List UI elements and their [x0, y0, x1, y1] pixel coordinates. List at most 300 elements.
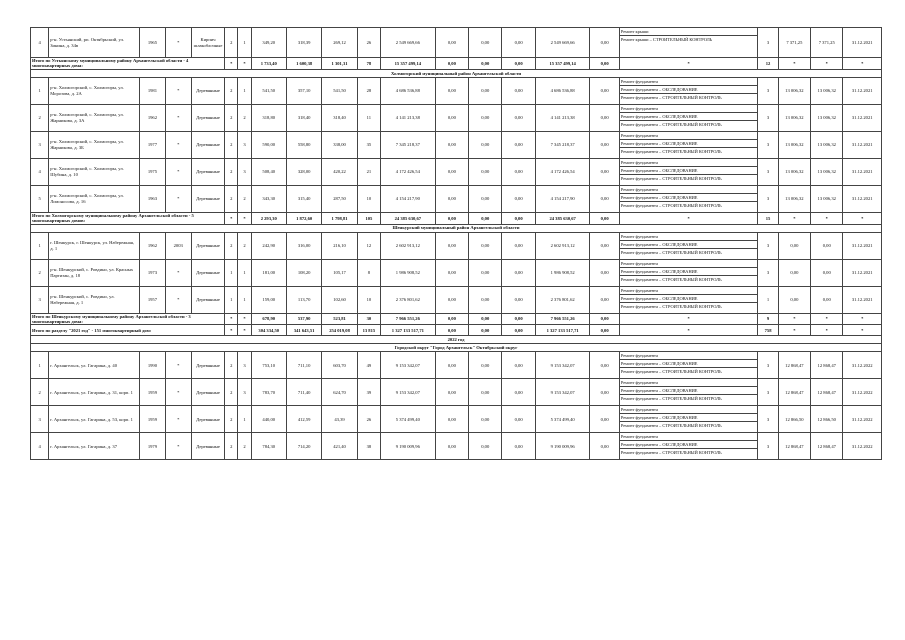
table-cell: 3 — [31, 131, 49, 158]
table-cell: 0,00 — [590, 352, 619, 379]
building-row — [31, 259, 882, 286]
total-cell: * — [811, 313, 843, 325]
table-cell: 3 — [758, 131, 778, 158]
total-cell: 105 — [357, 212, 380, 224]
table-cell: 1 — [238, 286, 251, 313]
works-cell — [619, 77, 758, 104]
table-cell: 0,00 — [811, 286, 843, 313]
work-item: Ремонт фундамента – ОБСЛЕДОВАНИЕ — [620, 140, 758, 148]
table-cell: 7 371,25 — [778, 28, 810, 58]
total-cell: * — [778, 212, 810, 224]
table-cell: 2 376 801,62 — [535, 286, 590, 313]
total-cell: 0,00 — [469, 313, 502, 325]
work-item: Ремонт фундамента — [620, 406, 758, 414]
table-cell: 9 153 342,07 — [535, 379, 590, 406]
building-row — [31, 406, 882, 433]
work-item: Ремонт фундамента — [620, 233, 758, 241]
work-item: Ремонт фундамента – СТРОИТЕЛЬНЫЙ КОНТРОЛЬ — [620, 276, 722, 282]
total-cell: 537,90 — [286, 313, 321, 325]
total-cell: 0,00 — [469, 58, 502, 70]
table-cell: 1959 — [140, 406, 165, 433]
total-cell: * — [619, 325, 758, 336]
table-cell: 1975 — [140, 158, 165, 185]
table-cell: 12 — [357, 232, 380, 259]
table-cell: 624,70 — [322, 379, 357, 406]
table-cell: 287,50 — [322, 185, 357, 212]
table-cell: 31.12.2021 — [843, 286, 882, 313]
table-cell: 1 986 908,52 — [535, 259, 590, 286]
table-cell: Деревянные — [191, 158, 224, 185]
works-cell — [619, 352, 758, 379]
table-cell: 5 374 499,40 — [381, 406, 436, 433]
table-cell: 2 — [31, 104, 49, 131]
total-cell: * — [778, 325, 810, 336]
total-cell: 15 357 499,14 — [381, 58, 436, 70]
table-cell: 0,00 — [469, 104, 502, 131]
total-cell: * — [225, 325, 238, 336]
total-cell: 254 019,08 — [322, 325, 357, 336]
table-cell: 2 602 913,12 — [381, 232, 436, 259]
total-cell: * — [843, 212, 882, 224]
total-cell: 0,00 — [502, 58, 535, 70]
table-cell: Деревянные — [191, 131, 224, 158]
total-cell: * — [778, 313, 810, 325]
work-item: Ремонт фундамента – СТРОИТЕЛЬНЫЙ КОНТРОЛЬ — [620, 94, 722, 100]
table-cell: 711,10 — [286, 352, 321, 379]
table-cell: 318,80 — [251, 104, 286, 131]
table-cell: 2 — [225, 158, 238, 185]
work-item: Ремонт фундамента – СТРОИТЕЛЬНЫЙ КОНТРОЛЬ — [620, 450, 722, 456]
table-cell: 0,00 — [590, 433, 619, 460]
address-cell: р-н. Шенкурский, с. Ровдино, ул. Красных Партизан, д. 18 — [49, 259, 140, 286]
address-cell: р-н. Холмогорский, с. Холмогоры, ул. Шубина, д. 10 — [49, 158, 140, 185]
total-cell: 24 385 630,67 — [381, 212, 436, 224]
table-cell: 753,10 — [251, 352, 286, 379]
table-cell: 0,00 — [502, 232, 535, 259]
table-cell: 2 602 913,12 — [535, 232, 590, 259]
total-cell: 0,00 — [590, 313, 619, 325]
table-cell: 12 868,47 — [778, 352, 810, 379]
table-cell: 2 — [238, 104, 251, 131]
total-cell: 1 733,40 — [251, 58, 286, 70]
total-cell: * — [238, 325, 251, 336]
work-item: Ремонт фундамента — [620, 433, 758, 441]
works-cell — [619, 379, 758, 406]
total-cell: * — [811, 58, 843, 70]
table-cell: 421,40 — [322, 433, 357, 460]
table-cell: 1981 — [140, 77, 165, 104]
work-item: Ремонт фундамента – ОБСЛЕДОВАНИЕ — [620, 414, 758, 422]
table-cell: 784,30 — [251, 433, 286, 460]
table-cell: 0,00 — [590, 259, 619, 286]
table-cell: 4 — [31, 28, 49, 58]
table-cell: 12 868,47 — [778, 379, 810, 406]
table-cell: 1973 — [140, 259, 165, 286]
table-cell: 9 190 009,96 — [535, 433, 590, 460]
table-cell: 0,00 — [502, 185, 535, 212]
table-cell: * — [165, 185, 191, 212]
table-cell: 0,00 — [590, 131, 619, 158]
building-row — [31, 158, 882, 185]
work-item: Ремонт фундамента – СТРОИТЕЛЬНЫЙ КОНТРОЛЬ — [620, 121, 722, 127]
table-cell: 0,00 — [502, 352, 535, 379]
table-cell: 269,12 — [322, 28, 357, 58]
work-item: Ремонт фундамента – СТРОИТЕЛЬНЫЙ КОНТРОЛЬ — [620, 175, 722, 181]
table-cell: 31.12.2021 — [843, 131, 882, 158]
building-row — [31, 433, 882, 460]
total-cell: 0,00 — [590, 58, 619, 70]
table-cell: 1965 — [140, 28, 165, 58]
total-row — [31, 313, 882, 325]
table-cell: 3 — [238, 131, 251, 158]
table-cell: 49 — [357, 352, 380, 379]
table-cell: 3 — [758, 232, 778, 259]
table-cell: 0,00 — [502, 379, 535, 406]
table-cell: 8 — [357, 259, 380, 286]
work-item: Ремонт фундамента – СТРОИТЕЛЬНЫЙ КОНТРОЛЬ — [620, 148, 722, 154]
table-cell: 2 549 669,66 — [381, 28, 436, 58]
table-cell: 1 — [31, 232, 49, 259]
table-cell: 12 868,47 — [811, 379, 843, 406]
table-cell: 4 172 426,54 — [381, 158, 436, 185]
table-cell: 1962 — [140, 232, 165, 259]
address-cell: р-н. Холмогорский, с. Холмогоры, ул. Морозова, д. 2А — [49, 77, 140, 104]
table-cell: 9 153 342,07 — [381, 352, 436, 379]
total-cell: 523,81 — [322, 313, 357, 325]
table-cell: 2 — [225, 406, 238, 433]
table-cell: 9 153 342,07 — [381, 379, 436, 406]
work-item: Ремонт фундамента – СТРОИТЕЛЬНЫЙ КОНТРОЛЬ — [620, 396, 722, 402]
total-cell: * — [225, 212, 238, 224]
table-cell: 0,00 — [469, 259, 502, 286]
table-cell: 0,00 — [502, 77, 535, 104]
table-cell: 0,00 — [435, 286, 468, 313]
table-cell: 13 006,32 — [778, 158, 810, 185]
table-cell: * — [165, 131, 191, 158]
work-item: Ремонт фундамента – СТРОИТЕЛЬНЫЙ КОНТРОЛЬ — [620, 423, 722, 429]
table-cell: 0,00 — [435, 406, 468, 433]
table-cell: 0,00 — [435, 185, 468, 212]
total-row — [31, 58, 882, 70]
address-cell: р-н. Шенкурский, с. Ровдино, ул. Набережная, д. 1 — [49, 286, 140, 313]
total-label: Итого по Холмогорскому муниципальному району Архангельской области - 5 многоквартирных домов: — [31, 212, 225, 224]
table-cell: 3 — [758, 28, 778, 58]
table-cell: 0,00 — [469, 158, 502, 185]
table-cell: 31.12.2021 — [843, 232, 882, 259]
table-cell: 0,00 — [590, 77, 619, 104]
work-item: Ремонт фундамента – ОБСЛЕДОВАНИЕ — [620, 167, 758, 175]
register-table — [30, 27, 882, 460]
table-cell: 558,80 — [286, 131, 321, 158]
work-item: Ремонт фундамента – СТРОИТЕЛЬНЫЙ КОНТРОЛЬ — [620, 202, 722, 208]
table-cell: Деревянные — [191, 77, 224, 104]
table-cell: 181,00 — [251, 259, 286, 286]
table-cell: 412,59 — [286, 406, 321, 433]
table-cell: 0,00 — [590, 28, 619, 58]
table-cell: 0,00 — [590, 158, 619, 185]
table-cell: 31.12.2021 — [843, 104, 882, 131]
total-cell: 1 600,38 — [286, 58, 321, 70]
total-cell: 7 966 551,26 — [381, 313, 436, 325]
section-header-row — [31, 344, 882, 352]
works-cell — [619, 232, 758, 259]
table-cell: 4 172 426,54 — [535, 158, 590, 185]
table-cell: * — [165, 158, 191, 185]
total-cell: 758 — [758, 325, 778, 336]
building-row — [31, 77, 882, 104]
address-cell: г. Архангельск, ул. Гагарина, д. 31, корп. 1 — [49, 379, 140, 406]
table-cell: 0,00 — [502, 158, 535, 185]
table-cell: 13 006,32 — [811, 158, 843, 185]
table-cell: 0,00 — [502, 406, 535, 433]
table-cell: 0,00 — [778, 286, 810, 313]
table-cell: 1 — [238, 406, 251, 433]
table-cell: 2 — [225, 104, 238, 131]
table-cell: 13 006,32 — [778, 131, 810, 158]
table-cell: 31.12.2021 — [843, 185, 882, 212]
total-cell: * — [843, 325, 882, 336]
section-title: Шенкурский муниципальный район Архангельской области — [31, 224, 882, 232]
table-cell: 7 345 218,37 — [381, 131, 436, 158]
total-cell: 0,00 — [469, 325, 502, 336]
table-cell: 35 — [357, 131, 380, 158]
table-cell: 12 866,50 — [778, 406, 810, 433]
total-cell: 9 — [758, 313, 778, 325]
table-cell: 590,00 — [251, 131, 286, 158]
table-cell: 316,00 — [286, 232, 321, 259]
total-cell: * — [225, 313, 238, 325]
table-cell: 12 868,47 — [811, 433, 843, 460]
table-cell: 31.12.2021 — [843, 28, 882, 58]
table-cell: 3 — [758, 433, 778, 460]
table-cell: 9 153 342,07 — [535, 352, 590, 379]
table-cell: 603,70 — [322, 352, 357, 379]
table-cell: 4 141 213,38 — [535, 104, 590, 131]
building-row — [31, 232, 882, 259]
table-cell: 7 371,25 — [811, 28, 843, 58]
section-header-row — [31, 336, 882, 344]
address-cell: г. Архангельск, ул. Гагарина, д. 37 — [49, 433, 140, 460]
table-cell: 13 006,32 — [778, 104, 810, 131]
table-cell: Деревянные — [191, 232, 224, 259]
table-cell: 0,00 — [502, 28, 535, 58]
table-cell: 0,00 — [435, 77, 468, 104]
table-cell: 13 006,32 — [811, 104, 843, 131]
total-cell: 1 798,81 — [322, 212, 357, 224]
table-cell: 0,00 — [435, 158, 468, 185]
table-cell: 3 — [31, 286, 49, 313]
work-item: Ремонт фундамента — [620, 105, 758, 113]
table-cell: 11 — [357, 104, 380, 131]
work-item: Ремонт фундамента – ОБСЛЕДОВАНИЕ — [620, 268, 758, 276]
table-cell: 1977 — [140, 131, 165, 158]
table-cell: 113,70 — [286, 286, 321, 313]
table-cell: 0,00 — [502, 259, 535, 286]
table-cell: 318,40 — [286, 104, 321, 131]
table-cell: 1 — [238, 77, 251, 104]
work-item: Ремонт фундамента – ОБСЛЕДОВАНИЕ — [620, 441, 758, 449]
total-cell: 2 293,30 — [251, 212, 286, 224]
table-cell: 1959 — [140, 379, 165, 406]
work-item: Ремонт фундамента — [620, 186, 758, 194]
table-cell: 1962 — [140, 104, 165, 131]
table-cell: 10 — [357, 185, 380, 212]
table-cell: 12 868,47 — [778, 433, 810, 460]
table-cell: 10 — [357, 286, 380, 313]
table-cell: 3 — [758, 185, 778, 212]
table-cell: 0,00 — [469, 352, 502, 379]
table-cell: 2 — [225, 77, 238, 104]
table-cell: 13 006,32 — [811, 131, 843, 158]
table-cell: 26 — [357, 28, 380, 58]
table-cell: 0,00 — [778, 259, 810, 286]
total-cell: 12 — [758, 58, 778, 70]
table-cell: 1 — [238, 259, 251, 286]
table-cell: 5 374 499,40 — [535, 406, 590, 433]
address-cell: г. Архангельск, ул. Гагарина, д. 53, корп. 1 — [49, 406, 140, 433]
total-cell: * — [238, 313, 251, 325]
works-cell — [619, 28, 758, 58]
table-cell: 9 190 009,96 — [381, 433, 436, 460]
total-cell: * — [811, 325, 843, 336]
table-cell: 0,00 — [469, 232, 502, 259]
works-cell — [619, 158, 758, 185]
table-cell: 2 — [225, 379, 238, 406]
table-cell: 0,00 — [469, 286, 502, 313]
total-cell: 15 — [758, 212, 778, 224]
table-cell: 783,70 — [251, 379, 286, 406]
table-cell: 4 686 536,88 — [381, 77, 436, 104]
total-cell: 78 — [357, 58, 380, 70]
table-cell: 2 — [31, 379, 49, 406]
table-cell: 0,00 — [502, 433, 535, 460]
address-cell: р-н. Холмогорский, с. Холмогоры, ул. Ломоносова, д. 16 — [49, 185, 140, 212]
table-cell: 12 866,50 — [811, 406, 843, 433]
work-item: Ремонт фундамента — [620, 352, 758, 360]
section-title: 2022 год — [31, 336, 882, 344]
building-row — [31, 131, 882, 158]
total-cell: 0,00 — [435, 212, 468, 224]
table-cell: 4 154 217,90 — [381, 185, 436, 212]
total-label: Итого по Устьянскому муниципальному району Архангельской области - 4 многоквартирных дома: — [31, 58, 225, 70]
total-cell: 24 385 630,67 — [535, 212, 590, 224]
total-cell: * — [619, 313, 758, 325]
address-cell: р-н. Холмогорский, с. Холмогоры, ул. Жарникова, д. 3А — [49, 104, 140, 131]
total-row — [31, 212, 882, 224]
work-item: Ремонт фундамента – ОБСЛЕДОВАНИЕ — [620, 241, 758, 249]
table-cell: 0,00 — [435, 104, 468, 131]
table-cell: 3 — [758, 379, 778, 406]
table-cell: 1990 — [140, 352, 165, 379]
table-cell: 1 986 908,52 — [381, 259, 436, 286]
table-cell: 31.12.2021 — [843, 77, 882, 104]
table-cell: 1979 — [140, 433, 165, 460]
table-cell: 3 — [758, 158, 778, 185]
table-cell: 13 006,32 — [811, 185, 843, 212]
table-cell: 714,20 — [286, 433, 321, 460]
work-item: Ремонт крыши — [620, 28, 758, 36]
table-cell: 4 — [31, 433, 49, 460]
table-cell: 541,50 — [251, 77, 286, 104]
table-cell: 3 — [31, 406, 49, 433]
table-cell: 0,00 — [435, 352, 468, 379]
table-cell: Деревянные — [191, 104, 224, 131]
table-cell: 5 — [31, 185, 49, 212]
work-item: Ремонт фундамента – ОБСЛЕДОВАНИЕ — [620, 113, 758, 121]
building-row — [31, 28, 882, 58]
total-cell: 0,00 — [502, 325, 535, 336]
total-cell: 678,90 — [251, 313, 286, 325]
table-cell: 541,50 — [322, 77, 357, 104]
table-cell: 2 — [225, 28, 238, 58]
table-cell: 2 — [225, 433, 238, 460]
table-cell: Деревянные — [191, 433, 224, 460]
total-cell: 304 334,50 — [251, 325, 286, 336]
total-cell: 0,00 — [435, 325, 468, 336]
table-cell: 0,00 — [435, 232, 468, 259]
table-cell: Деревянные — [191, 185, 224, 212]
table-cell: 108,20 — [286, 259, 321, 286]
table-cell: 43,39 — [322, 406, 357, 433]
table-cell: 0,00 — [502, 104, 535, 131]
total-cell: 15 357 499,14 — [535, 58, 590, 70]
table-cell: 3 — [238, 379, 251, 406]
table-cell: 242,90 — [251, 232, 286, 259]
work-item: Ремонт фундамента — [620, 159, 758, 167]
table-cell: 2 — [238, 433, 251, 460]
total-cell: * — [843, 58, 882, 70]
work-item: Ремонт фундамента — [620, 287, 758, 295]
total-cell: * — [238, 212, 251, 224]
table-cell: 105,17 — [322, 259, 357, 286]
work-item: Ремонт фундамента — [620, 78, 758, 86]
total-cell: 7 966 551,26 — [535, 313, 590, 325]
table-cell: Деревянные — [191, 406, 224, 433]
table-cell: 159,00 — [251, 286, 286, 313]
section-header-row — [31, 224, 882, 232]
address-cell: г. Шенкурск, г. Шенкурск, ул. Набережная, д. 1 — [49, 232, 140, 259]
table-cell: 3 — [758, 406, 778, 433]
table-cell: 2 — [225, 352, 238, 379]
work-item: Ремонт фундамента – ОБСЛЕДОВАНИЕ — [620, 86, 758, 94]
table-cell: 0,00 — [590, 185, 619, 212]
works-cell — [619, 185, 758, 212]
table-cell: * — [165, 286, 191, 313]
total-cell: * — [238, 58, 251, 70]
table-cell: 31.12.2021 — [843, 259, 882, 286]
table-cell: 4 141 213,38 — [381, 104, 436, 131]
table-cell: 2 — [31, 259, 49, 286]
table-cell: 343,30 — [251, 185, 286, 212]
table-cell: 102,60 — [322, 286, 357, 313]
table-cell: 0,00 — [435, 131, 468, 158]
total-cell: 13 815 — [357, 325, 380, 336]
total-cell: 0,00 — [502, 313, 535, 325]
table-cell: 0,00 — [502, 286, 535, 313]
total-cell: * — [811, 212, 843, 224]
table-cell: 31.12.2022 — [843, 406, 882, 433]
works-cell — [619, 259, 758, 286]
table-cell: 3 — [758, 352, 778, 379]
table-cell: * — [165, 352, 191, 379]
address-cell: г. Архангельск, ул. Гагарина, д. 40 — [49, 352, 140, 379]
section-title: Городской округ "Город Архангельск" Октябрьский округ — [31, 344, 882, 352]
work-item: Ремонт фундамента — [620, 132, 758, 140]
work-item: Ремонт фундамента – ОБСЛЕДОВАНИЕ — [620, 295, 758, 303]
table-cell: * — [165, 433, 191, 460]
table-cell: 0,00 — [469, 379, 502, 406]
table-cell: 338,00 — [322, 131, 357, 158]
